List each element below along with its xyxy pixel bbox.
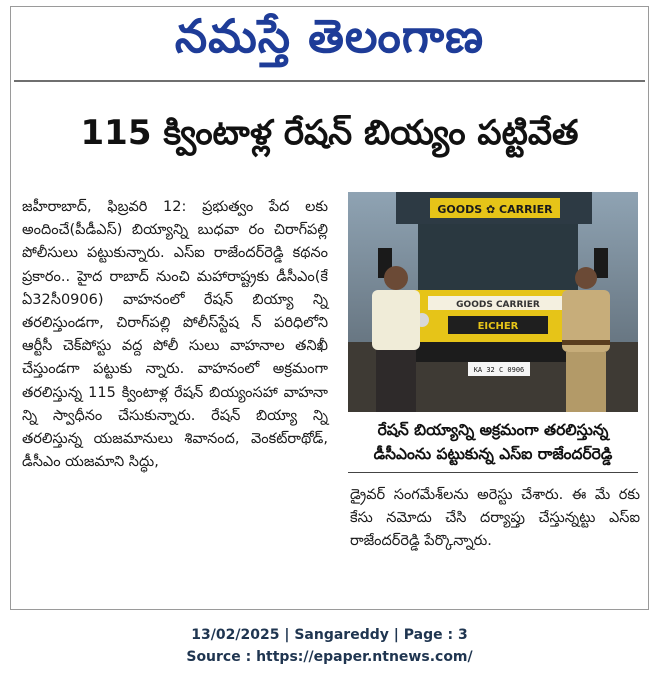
footer-edition: Sangareddy	[294, 627, 389, 643]
article-body-left: జహీరాబాద్, ఫిబ్రవరి 12: ప్రభుత్వం పేద లకు అందించే(పీడీఎస్) బియ్యాన్ని బుధవా రం చిరాగ్‌పల్లి పోలీసులు పట్టుకున్నారు. ఎస్ఐ రాజేందర్‌రెడ్డి కథనం ప్రకారం.. హైద రాబాద్ నుంచి మహారాష్ట్రకు డీసీఎం(కే ఏ32సీ0906) వాహనంలో రేషన్ బియ్యా న్ని తరలిస్తుండగా, చిరాగ్‌పల్లి పోలీస్‌స్టేష న్ పరిధిలోని ఆర్టీసీ చెక్‌పోస్టు వద్ద పోలీ సులు వాహనాల తనిఖీ చేస్తుండగా పట్టుకు న్నారు. వాహనంలో అక్రమంగా తరలిస్తున్న 115 క్వింటాళ్ల రేషన్ బియ్యంసహా వాహనా న్ని స్వాధీనం చేసుకున్నారు. రేషన్ బియ్యా న్ని తరలిస్తున్న యజమానులు శివానంద, వెంకట్‌రాథోడ్, డీసీఎం యజమాని సిద్ధు,	[22, 199, 328, 471]
source-footer	[0, 624, 659, 668]
truck-front-sign: GOODS CARRIER	[456, 300, 540, 310]
footer-source-line: Source : https://epaper.ntnews.com/	[186, 649, 473, 665]
truck-top-sign: GOODS ✿ CARRIER	[437, 203, 553, 216]
footer-meta-line	[0, 624, 659, 646]
officer-trousers	[566, 352, 606, 412]
article-body-right: డ్రైవర్ సంగమేశ్‌లను అరెస్టు చేశారు. ఈ మే రకు కేసు నమోదు చేసి దర్యాప్తు చేస్తున్నట్టు ఎస్ఐ రాజేందర్‌రెడ్డి పేర్కొన్నారు.	[350, 487, 640, 550]
photo-caption: రేషన్ బియ్యాన్ని అక్రమంగా తరలిస్తున్న డీసీఎంను పట్టుకున్న ఎస్ఐ రాజేందర్‌రెడ్డి	[373, 421, 613, 463]
footer-date: 13/02/2025	[191, 627, 280, 643]
article-headline: 115 క్వింటాళ్ల రేషన్ బియ్యం పట్టివేత	[80, 113, 579, 153]
article-photo	[348, 192, 638, 412]
caption-divider	[348, 472, 638, 473]
truck-mirror-right	[594, 248, 608, 278]
license-plate-number: KA 32 C 0906	[473, 366, 525, 374]
newspaper-masthead: నమస్తే తెలంగాణ	[174, 9, 485, 63]
truck-brand: EICHER	[477, 321, 519, 332]
footer-separator: |	[393, 627, 399, 643]
truck-photo-illustration	[348, 192, 638, 412]
footer-page: Page : 3	[403, 627, 468, 643]
truck-windshield	[418, 224, 578, 294]
person-left-head	[384, 266, 408, 290]
footer-separator: |	[284, 627, 290, 643]
person-left-shirt	[372, 290, 420, 350]
officer-head	[575, 267, 597, 289]
officer-belt	[562, 340, 610, 345]
person-left-trousers	[376, 350, 416, 412]
truck-bumper	[410, 342, 588, 362]
masthead-divider	[14, 80, 645, 82]
